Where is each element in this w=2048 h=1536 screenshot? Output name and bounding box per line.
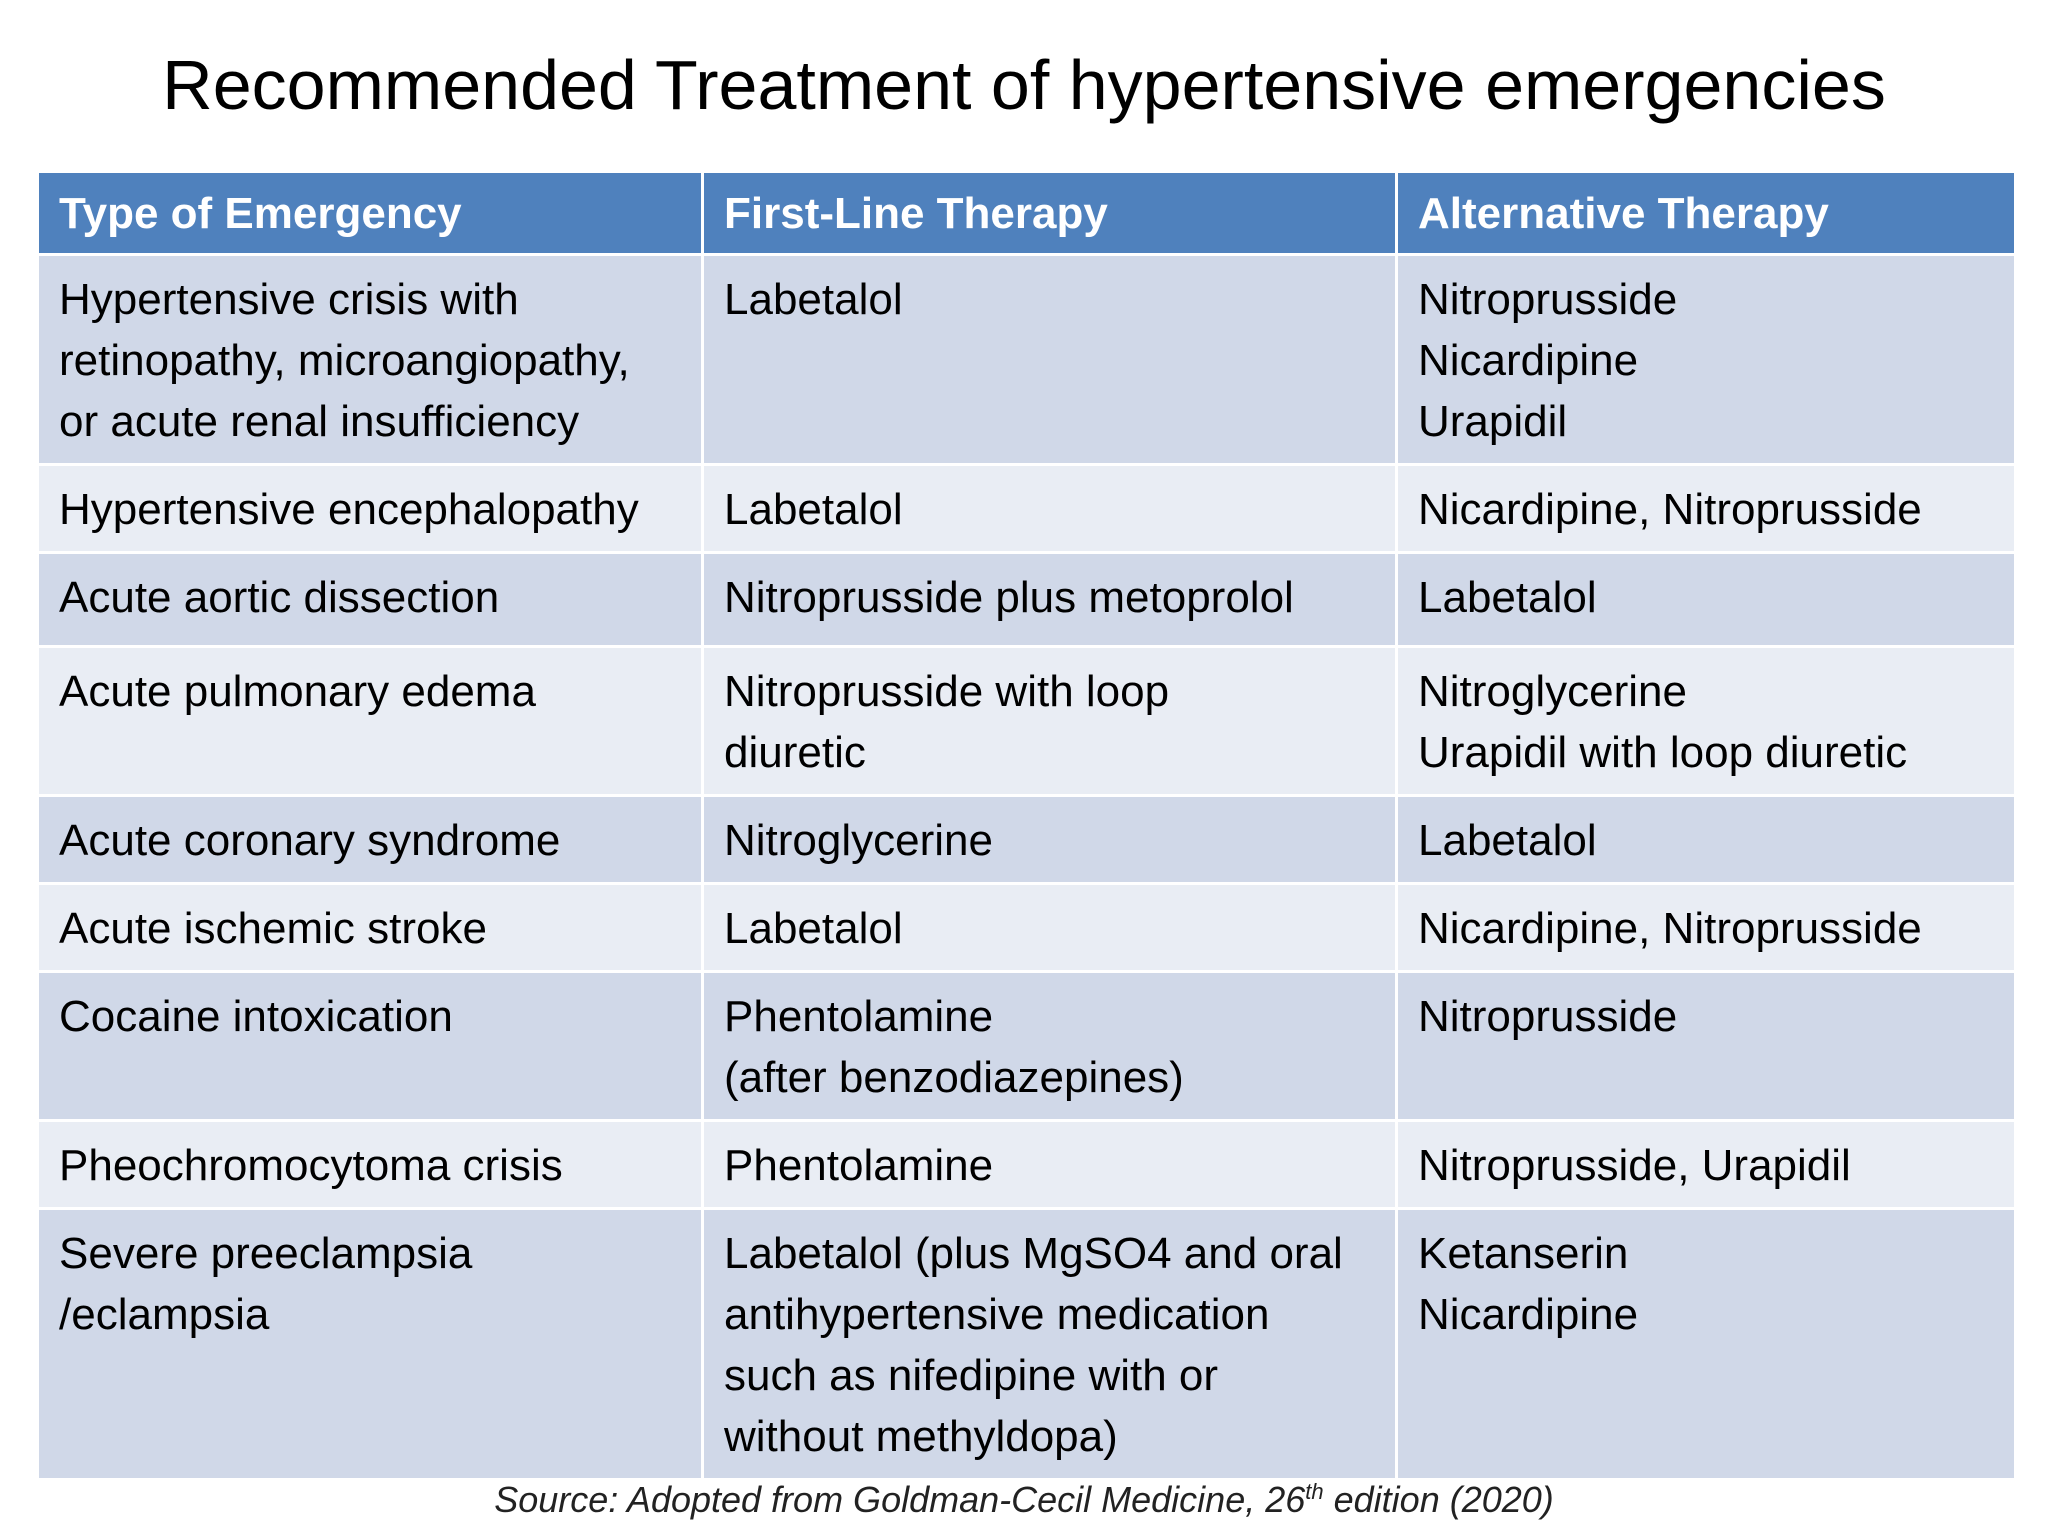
cell-text-line: Hypertensive encephalopathy xyxy=(59,485,639,534)
cell-text-line: Acute pulmonary edema xyxy=(59,667,536,716)
cell-text-line: Severe preeclampsia xyxy=(59,1229,473,1278)
cell-text-line: Acute ischemic stroke xyxy=(59,904,487,953)
treatment-table xyxy=(36,170,2017,1481)
first-line-therapy-cell xyxy=(703,796,1397,884)
first-line-therapy-cell xyxy=(703,1209,1397,1480)
first-line-therapy-cell xyxy=(703,884,1397,972)
alternative-therapy-cell xyxy=(1397,796,2016,884)
cell-text-line: Labetalol xyxy=(724,904,903,953)
alternative-therapy-cell xyxy=(1397,1209,2016,1480)
cell-text-line: Phentolamine xyxy=(724,992,994,1041)
cell-text-line: Pheochromocytoma crisis xyxy=(59,1141,563,1190)
cell-text-line: Nitroprusside xyxy=(1418,992,1678,1041)
table-row xyxy=(38,553,2016,647)
cell-text-line: antihypertensive medication xyxy=(724,1290,1270,1339)
cell-text-line: Nitroprusside, Urapidil xyxy=(1418,1141,1851,1190)
emergency-type-cell xyxy=(38,1121,703,1209)
emergency-type-cell xyxy=(38,796,703,884)
cell-text-line: (after benzodiazepines) xyxy=(724,1053,1184,1102)
slide-title: Recommended Treatment of hypertensive emergencies xyxy=(162,46,1886,124)
cell-text-line: or acute renal insufficiency xyxy=(59,397,580,446)
cell-text-line: Nitroprusside with loop xyxy=(724,667,1170,716)
cell-text-line: Urapidil xyxy=(1418,397,1568,446)
cell-text-line: Nitroprusside plus metoprolol xyxy=(724,573,1294,622)
cell-text-line: Labetalol xyxy=(724,275,903,324)
emergency-type-cell xyxy=(38,1209,703,1480)
cell-text-line: Urapidil with loop diuretic xyxy=(1418,728,1908,777)
table-row xyxy=(38,884,2016,972)
first-line-therapy-cell xyxy=(703,647,1397,796)
cell-text-line: Nicardipine xyxy=(1418,1290,1639,1339)
table-row xyxy=(38,1209,2016,1480)
cell-text-line: Labetalol xyxy=(1418,573,1597,622)
table-row xyxy=(38,465,2016,553)
emergency-type-cell xyxy=(38,647,703,796)
cell-text-line: Cocaine intoxication xyxy=(59,992,453,1041)
source-superscript: th xyxy=(1305,1479,1324,1504)
emergency-type-cell xyxy=(38,884,703,972)
table-row xyxy=(38,647,2016,796)
cell-text-line: Hypertensive crisis with xyxy=(59,275,519,324)
emergency-type-cell xyxy=(38,972,703,1121)
alternative-therapy-cell xyxy=(1397,255,2016,465)
cell-text-line: Labetalol (plus MgSO4 and oral xyxy=(724,1229,1343,1278)
cell-text-line: Nitroprusside xyxy=(1418,275,1678,324)
emergency-type-cell xyxy=(38,255,703,465)
column-header-alternative-therapy: Alternative Therapy xyxy=(1397,172,2016,255)
cell-text-line: Nicardipine, Nitroprusside xyxy=(1418,904,1922,953)
source-citation xyxy=(0,1474,2048,1526)
source-text: Source: Adopted from Goldman-Cecil Medicine, 26 xyxy=(494,1479,1306,1520)
alternative-therapy-cell xyxy=(1397,1121,2016,1209)
cell-text-line: Labetalol xyxy=(1418,816,1597,865)
alternative-therapy-cell xyxy=(1397,647,2016,796)
alternative-therapy-cell xyxy=(1397,972,2016,1121)
cell-text-line: without methyldopa) xyxy=(724,1412,1118,1461)
table-row xyxy=(38,796,2016,884)
alternative-therapy-cell xyxy=(1397,884,2016,972)
cell-text-line: Labetalol xyxy=(724,485,903,534)
emergency-type-cell xyxy=(38,465,703,553)
cell-text-line: diuretic xyxy=(724,728,866,777)
first-line-therapy-cell xyxy=(703,1121,1397,1209)
cell-text-line: Nicardipine xyxy=(1418,336,1639,385)
cell-text-line: retinopathy, microangiopathy, xyxy=(59,336,630,385)
first-line-therapy-cell xyxy=(703,553,1397,647)
table-row xyxy=(38,972,2016,1121)
cell-text-line: /eclampsia xyxy=(59,1290,270,1339)
first-line-therapy-cell xyxy=(703,465,1397,553)
column-header-type-of-emergency: Type of Emergency xyxy=(38,172,703,255)
table-header-row xyxy=(38,172,2016,255)
table-row xyxy=(38,1121,2016,1209)
alternative-therapy-cell xyxy=(1397,465,2016,553)
cell-text-line: such as nifedipine with or xyxy=(724,1351,1219,1400)
cell-text-line: Ketanserin xyxy=(1418,1229,1629,1278)
emergency-type-cell xyxy=(38,553,703,647)
column-header-first-line-therapy: First-Line Therapy xyxy=(703,172,1397,255)
table-row xyxy=(38,255,2016,465)
first-line-therapy-cell xyxy=(703,972,1397,1121)
source-text-end: edition (2020) xyxy=(1323,1479,1554,1520)
cell-text-line: Nitroglycerine xyxy=(1418,667,1687,716)
first-line-therapy-cell xyxy=(703,255,1397,465)
cell-text-line: Nicardipine, Nitroprusside xyxy=(1418,485,1922,534)
cell-text-line: Phentolamine xyxy=(724,1141,994,1190)
cell-text-line: Acute aortic dissection xyxy=(59,573,500,622)
cell-text-line: Nitroglycerine xyxy=(724,816,993,865)
alternative-therapy-cell xyxy=(1397,553,2016,647)
cell-text-line: Acute coronary syndrome xyxy=(59,816,561,865)
